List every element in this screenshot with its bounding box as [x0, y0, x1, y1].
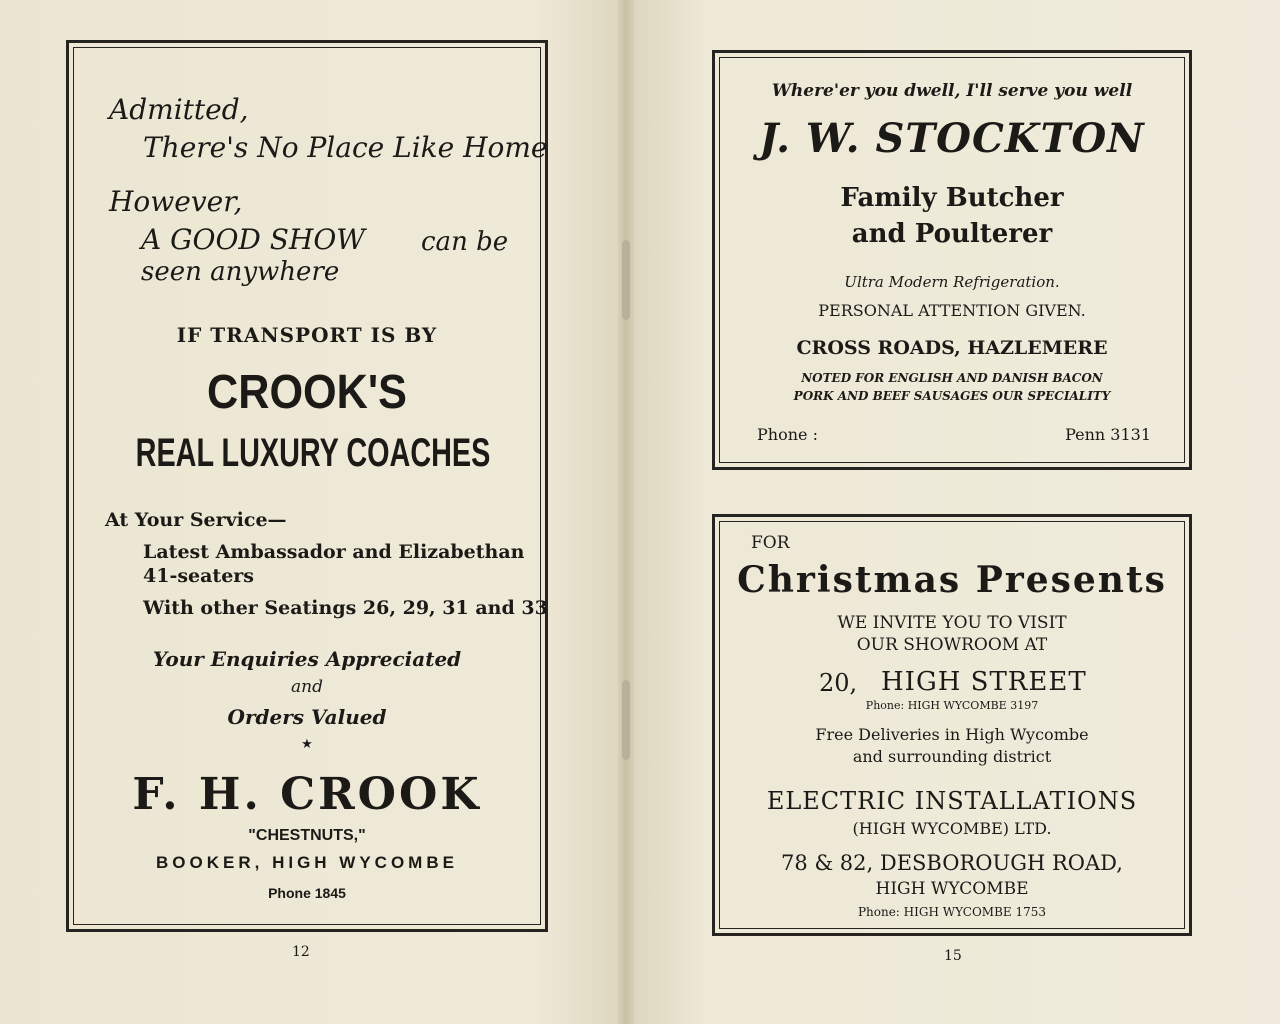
enquiries-line: Your Enquiries Appreciated [152, 647, 462, 671]
feature-line-2: PERSONAL ATTENTION GIVEN. [818, 301, 1086, 320]
intro-line-3: However, [109, 185, 243, 218]
intro-line-2: There's No Place Like Home [143, 131, 548, 164]
trade-line-2: and Poulterer [851, 219, 1053, 249]
owner-name: F. H. CROOK [132, 769, 482, 820]
page-number-left: 12 [292, 944, 310, 960]
stockton-advert [712, 50, 1192, 470]
brand-tagline: REAL LUXURY COACHES [135, 431, 491, 475]
crook-advert [66, 40, 548, 932]
intro-line-5: seen anywhere [141, 257, 340, 287]
page-number-right: 15 [944, 948, 962, 964]
butcher-name: J. W. STOCKTON [759, 115, 1145, 162]
intro-line-4a: A GOOD SHOW [141, 223, 366, 256]
trade-line-1: Family Butcher [840, 183, 1064, 213]
slogan: Where'er you dwell, I'll serve you well [771, 81, 1133, 101]
invite-line-2: OUR SHOWROOM AT [856, 635, 1048, 655]
company-phone: Phone: HIGH WYCOMBE 1753 [857, 905, 1047, 919]
book-spine [618, 0, 634, 1024]
intro-line-4b: can be [421, 227, 509, 257]
service-line-2: 41-seaters [143, 565, 254, 587]
phone-line: Phone 1845 [268, 885, 346, 901]
service-line-3: With other Seatings 26, 29, 31 and 33 [143, 597, 548, 619]
service-label: At Your Service— [105, 509, 287, 531]
phone-label: Phone : [757, 425, 818, 444]
street-number: 20, [819, 669, 858, 697]
showroom-phone: Phone: HIGH WYCOMBE 3197 [865, 699, 1039, 712]
star-ornament-icon: ★ [301, 737, 313, 752]
service-line-1: Latest Ambassador and Elizabethan [143, 541, 525, 563]
company-suffix: (HIGH WYCOMBE) LTD. [852, 819, 1052, 838]
shop-location: CROSS ROADS, HAZLEMERE [796, 337, 1108, 359]
company-name: ELECTRIC INSTALLATIONS [766, 787, 1138, 815]
delivery-line-1: Free Deliveries in High Wycombe [815, 725, 1089, 744]
company-address-2: HIGH WYCOMBE [875, 879, 1029, 899]
and-line: and [291, 677, 323, 697]
invite-line-1: WE INVITE YOU TO VISIT [837, 613, 1067, 633]
street-name: HIGH STREET [881, 667, 1087, 697]
phone-number: Penn 3131 [1065, 425, 1151, 444]
staple-top [622, 240, 630, 320]
speciality-line-2: PORK AND BEEF SAUSAGES OUR SPECIALITY [793, 389, 1111, 403]
transport-heading: IF TRANSPORT IS BY [176, 323, 438, 347]
christmas-headline: Christmas Presents [737, 559, 1167, 601]
intro-line-1: Admitted, [109, 93, 249, 126]
brand-name: CROOK'S [207, 366, 407, 419]
electric-installations-advert [712, 514, 1192, 936]
company-address-1: 78 & 82, DESBOROUGH ROAD, [781, 851, 1123, 875]
speciality-line-1: NOTED FOR ENGLISH AND DANISH BACON [801, 371, 1103, 385]
staple-bottom [622, 680, 630, 760]
delivery-line-2: and surrounding district [852, 747, 1052, 766]
for-label: FOR [751, 533, 790, 553]
address-line: BOOKER, HIGH WYCOMBE [156, 853, 458, 872]
feature-line-1: Ultra Modern Refrigeration. [844, 273, 1060, 291]
house-name: "CHESTNUTS," [248, 827, 366, 844]
orders-line: Orders Valued [227, 705, 387, 729]
